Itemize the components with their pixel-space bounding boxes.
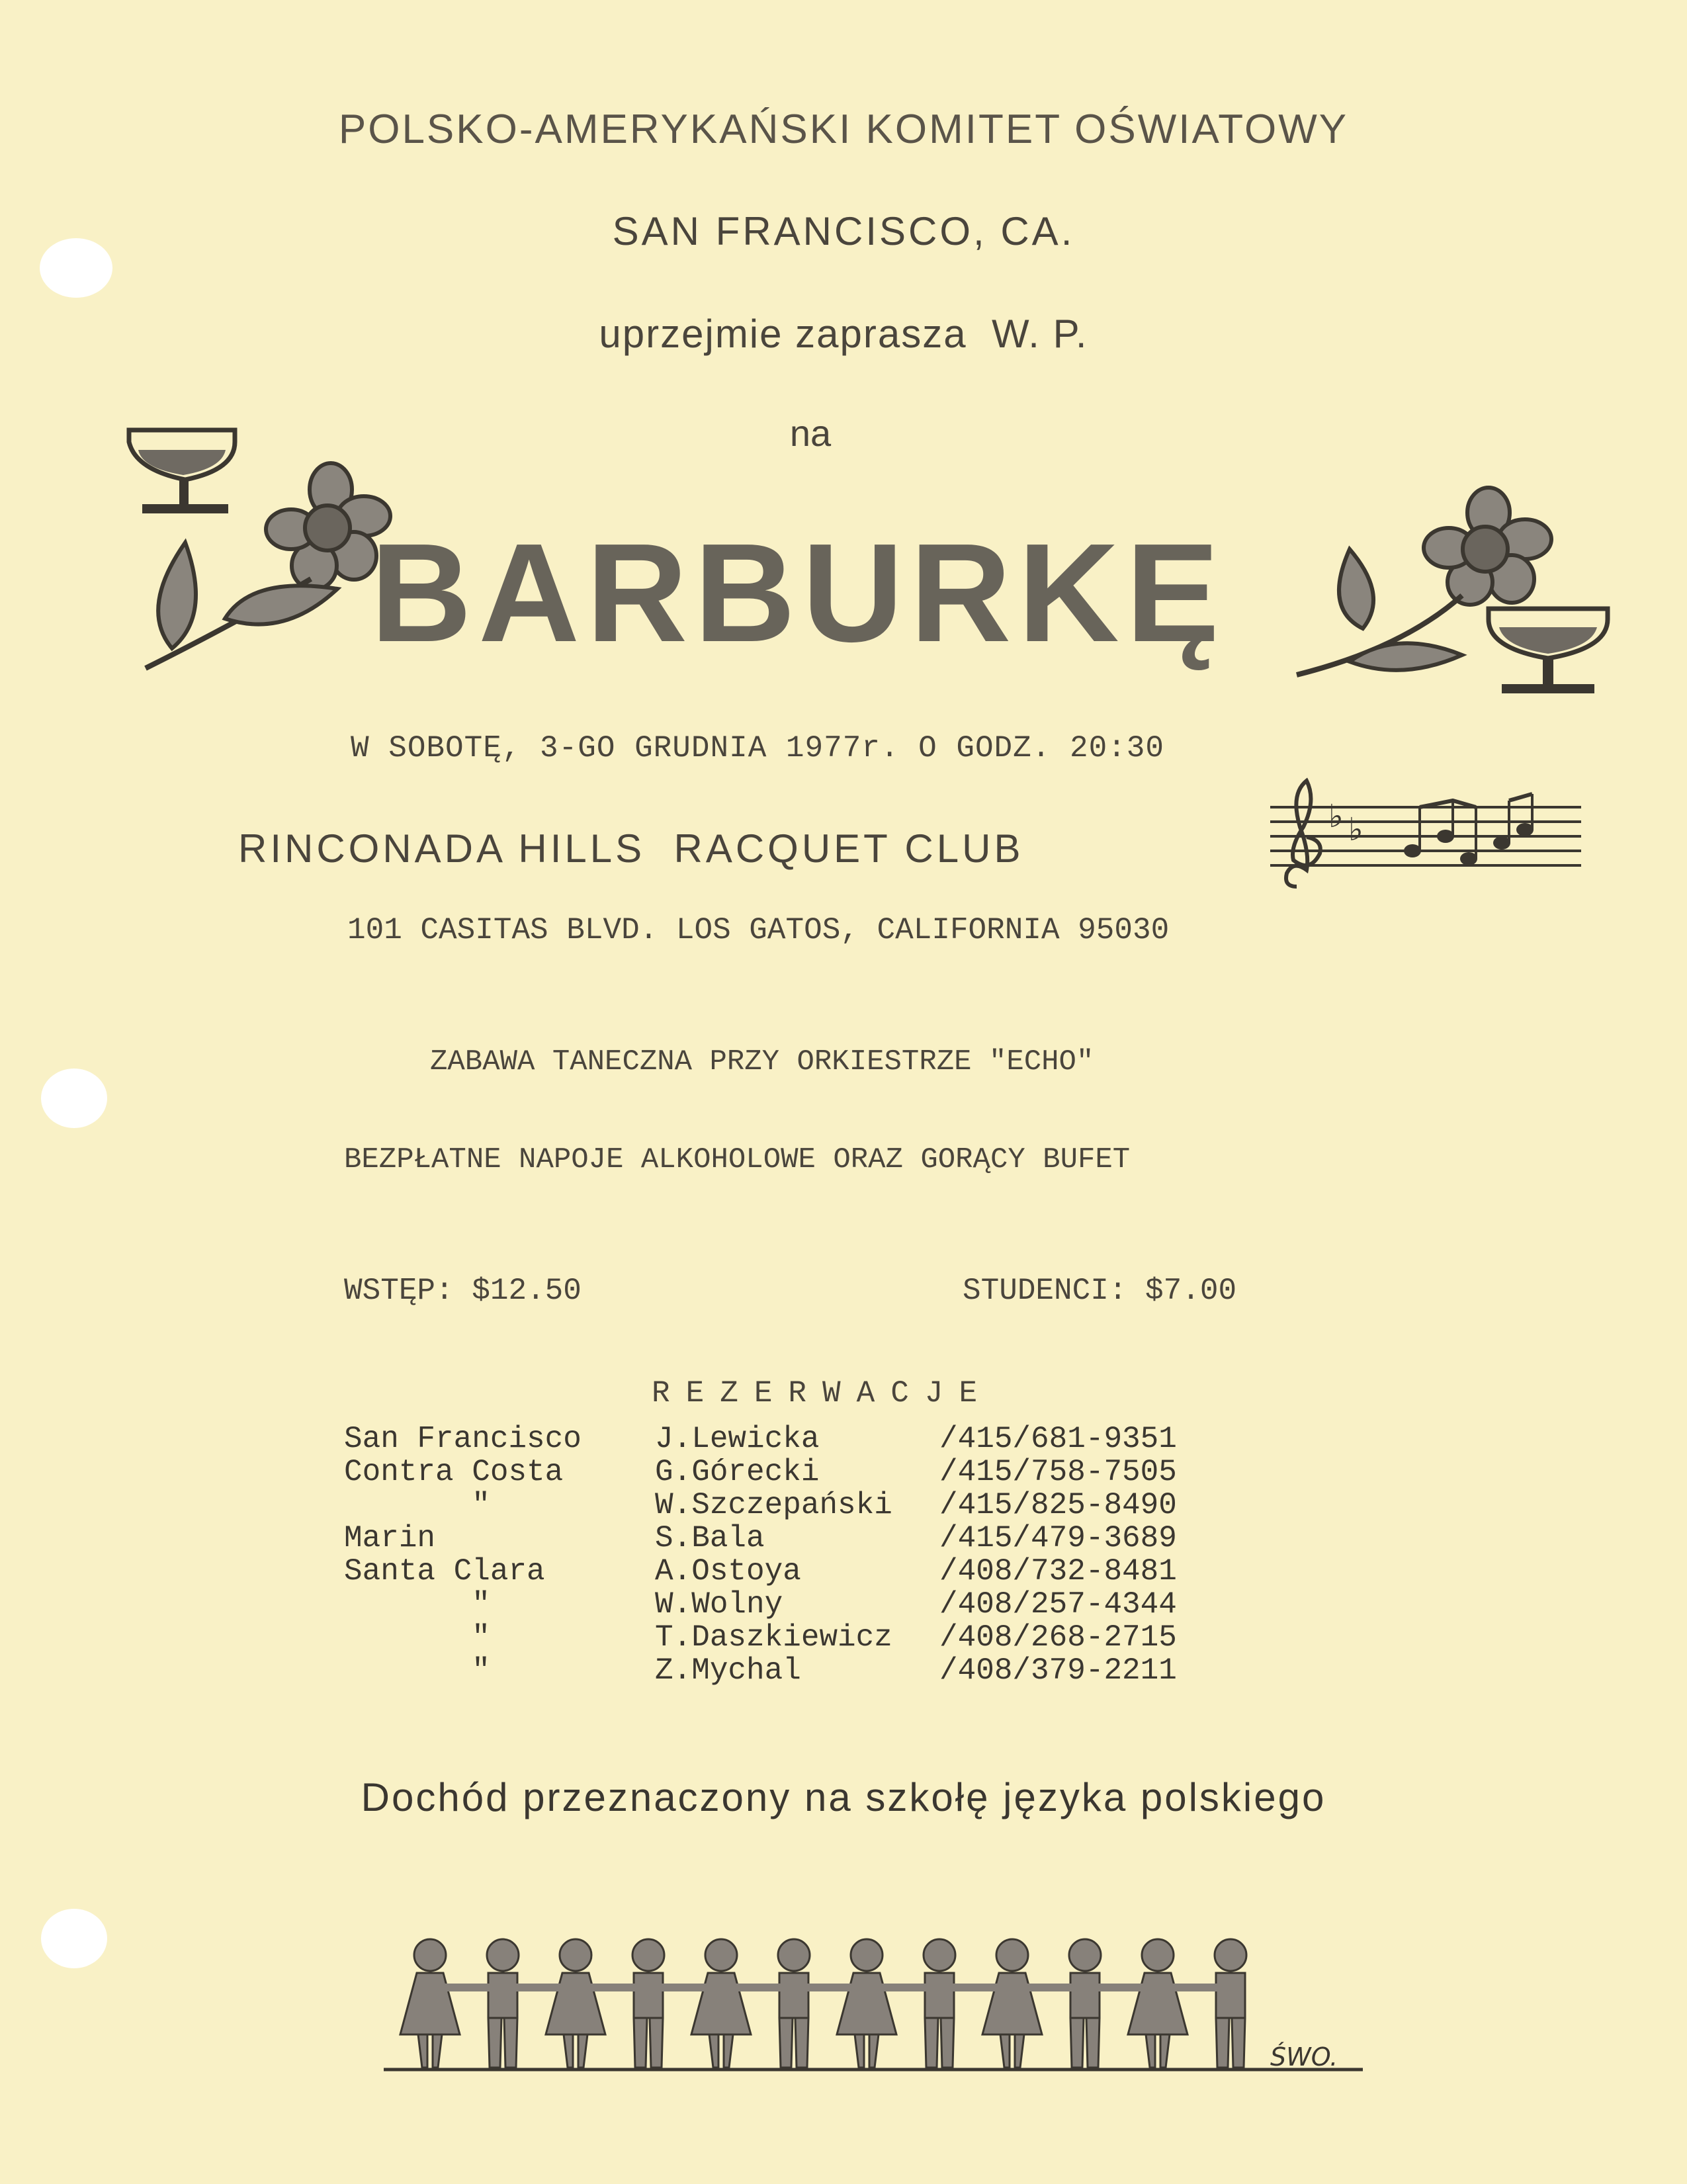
child-figure: [1215, 1939, 1246, 2068]
event-address: 101 CASITAS BLVD. LOS GATOS, CALIFORNIA 95030: [347, 913, 1170, 947]
child-figure: [691, 1939, 782, 2068]
student-price: STUDENCI: $7.00: [963, 1274, 1237, 1308]
reservation-phone: /415/681-9351: [939, 1422, 1177, 1456]
flower-left-icon: [132, 457, 410, 675]
child-figure: [837, 1939, 928, 2068]
event-title: BARBURKĘ: [370, 514, 1227, 671]
reservation-phone: /408/268-2715: [939, 1620, 1177, 1655]
table-row: [344, 1621, 1177, 1654]
artist-signature: ŚWO.: [1270, 2042, 1338, 2072]
event-date: W SOBOTĘ, 3-GO GRUDNIA 1977r. O GODZ. 20:30: [351, 731, 1164, 765]
reservation-phone: /408/379-2211: [939, 1653, 1177, 1688]
table-row: [344, 1588, 1177, 1621]
reservation-name: T.Daszkiewicz: [655, 1620, 892, 1655]
table-row: [344, 1654, 1177, 1687]
child-figure: [400, 1939, 491, 2068]
reservation-area: Marin: [344, 1521, 436, 1555]
reservation-name: J.Lewicka: [655, 1422, 820, 1456]
reservation-name: Z.Mychal: [655, 1653, 801, 1688]
child-figure: [924, 1939, 1000, 2068]
child-figure: [546, 1939, 636, 2068]
music-notes-icon: [1270, 774, 1588, 893]
reservation-name: A.Ostoya: [655, 1554, 801, 1589]
reservation-name: W.Szczepański: [655, 1488, 892, 1522]
table-row: [344, 1422, 1177, 1456]
drinks-info: BEZPŁATNE NAPOJE ALKOHOLOWE ORAZ GORĄCY BUFET: [344, 1143, 1131, 1176]
event-venue: RINCONADA HILLS RACQUET CLUB: [238, 826, 1024, 871]
reservation-phone: /415/825-8490: [939, 1488, 1177, 1522]
invitation-line: uprzejmie zaprasza W. P.: [599, 312, 1088, 356]
table-row: [344, 1456, 1177, 1489]
reservation-name: G.Górecki: [655, 1455, 820, 1489]
reservation-area: ": [344, 1620, 490, 1655]
organization-name: POLSKO-AMERYKAŃSKI KOMITET OŚWIATOWY: [338, 107, 1349, 152]
reservation-area: ": [344, 1488, 490, 1522]
child-figure: [982, 1939, 1073, 2068]
child-figure: [1069, 1939, 1146, 2068]
dance-info: ZABAWA TANECZNA PRZY ORKIESTRZE "ECHO": [430, 1045, 1094, 1078]
reservation-phone: /415/758-7505: [939, 1455, 1177, 1489]
reservation-phone: /408/257-4344: [939, 1587, 1177, 1622]
child-figure: [632, 1939, 709, 2068]
children-silhouettes-icon: [384, 1925, 1376, 2084]
entry-price: WSTĘP: $12.50: [344, 1274, 582, 1308]
table-row: [344, 1555, 1177, 1588]
wine-glass-right-icon: [1482, 602, 1614, 701]
svg-text:♭: ♭: [1348, 811, 1363, 848]
reservation-phone: /415/479-3689: [939, 1521, 1177, 1555]
city-name: SAN FRANCISCO, CA.: [612, 209, 1075, 253]
reservation-area: Santa Clara: [344, 1554, 545, 1589]
reservation-name: S.Bala: [655, 1521, 765, 1555]
table-row: [344, 1522, 1177, 1555]
reservation-name: W.Wolny: [655, 1587, 783, 1622]
reservation-area: ": [344, 1653, 490, 1688]
child-figure: [778, 1939, 855, 2068]
child-figure: [487, 1939, 564, 2068]
reservation-area: ": [344, 1587, 490, 1622]
reservations-table: [344, 1422, 1177, 1687]
child-figure: [1128, 1939, 1219, 2068]
reservation-area: San Francisco: [344, 1422, 582, 1456]
proceeds-note: Dochód przeznaczony na szkołę języka polskiego: [361, 1775, 1326, 1819]
svg-text:♭: ♭: [1328, 798, 1344, 835]
reservation-area: Contra Costa: [344, 1455, 564, 1489]
reservation-phone: /408/732-8481: [939, 1554, 1177, 1589]
preposition: na: [789, 412, 832, 454]
punch-hole-bottom: [41, 1909, 107, 1968]
punch-hole-middle: [41, 1069, 107, 1128]
table-row: [344, 1489, 1177, 1522]
reservations-heading: REZERWACJE: [652, 1376, 994, 1411]
